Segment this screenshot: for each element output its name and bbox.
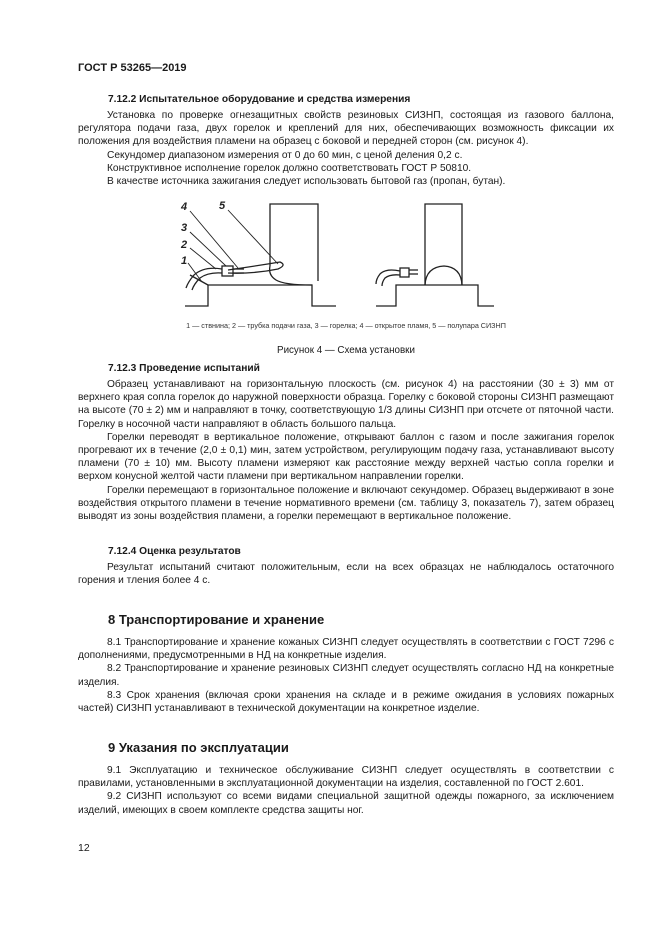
leader-2 (190, 248, 216, 269)
gas-tube-right (376, 270, 400, 284)
section-9-title: 9 Указания по эксплуатации (108, 740, 289, 755)
leader-3 (190, 232, 226, 266)
paragraph: Результат испытаний считают положительным, если на всех образцах не наблюдалось остаточного горения и тления более 4 с. (78, 562, 614, 587)
paragraph: Секундомер диапазоном измерения от 0 до 60 мин, с ценой деления 0,2 с. (107, 149, 463, 161)
leader-4 (190, 211, 238, 268)
label-3: 3 (181, 222, 188, 234)
paragraph: Горелки перемещают в горизонтальное положение и включают секундомер. Образец выдерживают в зоне воздействия открытого пламени в течение нормативного времени (см. таблицу 3, показатель 7), затем образец выводят из зоны воздействия пламени, а горелки перемещают в вертикальное положение. (78, 484, 614, 523)
stand-left (190, 275, 208, 285)
burner-left (222, 266, 233, 276)
page-number: 12 (78, 842, 90, 854)
base-right (376, 285, 494, 306)
paragraph: Установка по проверке огнезащитных свойств резиновых СИЗНП, состоящая из газового баллона, регулятора подачи газа, двух горелок и креплений для них, обеспечивающих возможность фиксации их положения для воздействия пламени на образец с боковой и передней сторон (см. рисунок 4). (78, 110, 614, 148)
gas-tube-right (382, 275, 400, 286)
test-setup-figure (150, 196, 500, 314)
section-7-12-3-title: 7.12.3 Проведение испытаний (108, 363, 260, 374)
section-7-12-3-body (78, 378, 614, 523)
paragraph: 8.1 Транспортирование и хранение кожаных СИЗНП следует осуществлять в соответствии с ГОСТ 7296 с дополнениями, предусмотренными в НД на конкретные изделия. (78, 637, 614, 662)
paragraph: Конструктивное исполнение горелок должно соответствовать ГОСТ Р 50810. (107, 162, 472, 174)
label-2: 2 (181, 239, 188, 251)
section-8-body (78, 636, 614, 715)
base-left (185, 285, 336, 306)
paragraph: Образец устанавливают на горизонтальную плоскость (см. рисунок 4) на расстоянии (30 ± 3) мм от верхнего края сопла горелок до наружной поверхности образца. Горелку с боковой стороны СИЗНП размещают на высоте (70 ± 2) мм и направляют в точку, соответствующую 1/3 длины СИЗНП при отсчете от пяточной части. Горелку в носочной части направляют в область большого пальца. (78, 379, 614, 430)
section-7-12-2-body (78, 109, 614, 188)
label-5: 5 (219, 200, 226, 212)
flame-icon (228, 262, 283, 273)
figure-legend: 1 — ствнина; 2 — трубка подачи газа, 3 — горелка; 4 — открытое пламя, 5 — полупара СИЗНП (186, 321, 506, 330)
paragraph: 8.3 Срок хранения (включая сроки хранения на складе и в режиме ожидания в условиях пожарных частей) СИЗНП устанавливают в технической документации на конкретное изделие. (78, 689, 614, 715)
paragraph: Горелки переводят в вертикальное положение, открывают баллон с газом и после зажигания горелок прогревают их в течение (2,0 ± 0,1) мин, затем устройством, регулирующим подачу газа, устанавливают высоту пламени (70 ± 10) мм. Высоту пламени измеряют как расстояние между верхней частью сопла горелки и верхом конусной желтой части пламени при вертикальном направлении горелки. (78, 431, 614, 483)
section-9-body (78, 764, 614, 817)
paragraph: 8.2 Транспортирование и хранение резиновых СИЗНП следует осуществлять согласно НД на конкретные изделия. (78, 663, 614, 688)
document-header: ГОСТ Р 53265—2019 (78, 62, 187, 74)
label-1: 1 (181, 255, 188, 267)
paragraph: 9.1 Эксплуатацию и техническое обслуживание СИЗНП следует осуществлять в соответствии с правилами, установленными в эксплуатационной документации на изделия, составленной по ГОСТ 2.601. (78, 765, 614, 790)
boot-shaft-right (425, 204, 462, 285)
figure-caption: Рисунок 4 — Схема установки (277, 345, 415, 356)
section-7-12-2-title: 7.12.2 Испытательное оборудование и средства измерения (108, 94, 411, 105)
section-8-title: 8 Транспортирование и хранение (108, 612, 325, 627)
burner-right (400, 268, 409, 277)
paragraph: В качестве источника зажигания следует использовать бытовой газ (пропан, бутан). (107, 176, 506, 188)
section-7-12-4-body (78, 561, 614, 587)
label-4: 4 (181, 201, 188, 213)
boot-toe-right (425, 266, 462, 285)
gas-tube-left (192, 273, 222, 290)
paragraph: 9.2 СИЗНП используют со всеми видами специальной защитной одежды пожарного, за исключением изделий, имеющих в своем комплекте средства защиты ног. (78, 791, 614, 816)
section-7-12-4-title: 7.12.4 Оценка результатов (108, 546, 241, 557)
